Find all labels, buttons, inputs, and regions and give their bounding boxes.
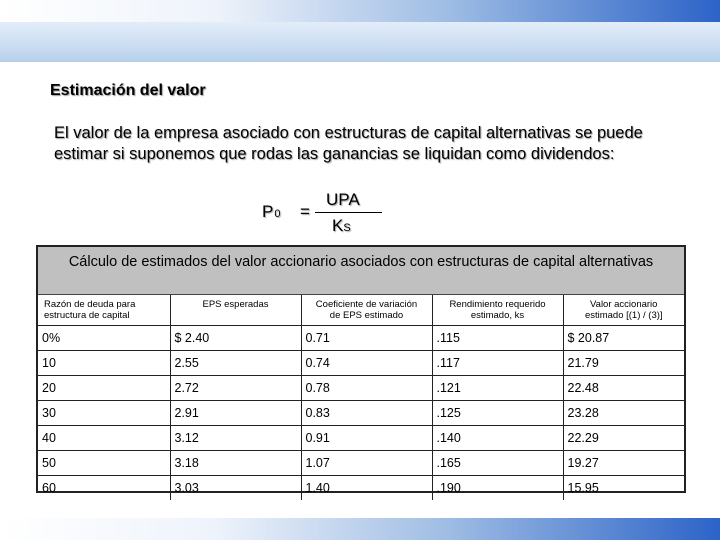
- header-expected-eps-line1: EPS esperadas: [202, 299, 269, 310]
- cell-required-return: .140: [432, 425, 563, 450]
- header-share-value-line1: Valor accionario: [590, 299, 658, 310]
- header-required-return-line2: estimado, ks: [470, 310, 525, 321]
- cell-debt-ratio: 30: [38, 400, 170, 425]
- formula-denominator-subscript: S: [343, 222, 351, 234]
- table-caption: Cálculo de estimados del valor accionario asociados con estructuras de capital alternativas: [38, 247, 684, 295]
- cell-required-return: .117: [432, 350, 563, 375]
- header-debt-ratio: [38, 295, 170, 325]
- cell-expected-eps: 3.12: [170, 425, 301, 450]
- header-share-value-line2: estimado [(1) / (3)]: [584, 310, 663, 321]
- header-debt-ratio-line2: estructura de capital: [44, 310, 130, 321]
- valuation-grid: [38, 295, 684, 500]
- cell-debt-ratio: 0%: [38, 325, 170, 350]
- table-header-row: [38, 295, 684, 325]
- formula-numerator: UPA: [326, 190, 360, 209]
- cell-debt-ratio: 50: [38, 450, 170, 475]
- cell-share-value: 19.27: [563, 450, 684, 475]
- cell-expected-eps: 2.72: [170, 375, 301, 400]
- cell-share-value: $ 20.87: [563, 325, 684, 350]
- cell-eps-cv: 1.07: [301, 450, 432, 475]
- cell-required-return: .121: [432, 375, 563, 400]
- footer-band: [0, 518, 720, 540]
- cell-expected-eps: 2.55: [170, 350, 301, 375]
- intro-paragraph: El valor de la empresa asociado con estructuras de capital alternativas se puede estimar si suponemos que rodas las ganancias se liquidan como dividendos:: [54, 124, 643, 163]
- header-expected-eps: [170, 295, 301, 325]
- cell-required-return: .125: [432, 400, 563, 425]
- table-row: [38, 450, 684, 475]
- header-eps-cv: [301, 295, 432, 325]
- table-row: [38, 325, 684, 350]
- header-share-value: [563, 295, 684, 325]
- table-row: [38, 425, 684, 450]
- value-formula: [262, 190, 402, 240]
- slide-title: Estimación del valor: [50, 82, 206, 99]
- cell-share-value: 22.29: [563, 425, 684, 450]
- cell-eps-cv: 0.83: [301, 400, 432, 425]
- table-row: [38, 400, 684, 425]
- cell-eps-cv: 0.74: [301, 350, 432, 375]
- table-row: [38, 475, 684, 500]
- cell-debt-ratio: 60: [38, 475, 170, 500]
- formula-fraction-bar: [315, 212, 382, 213]
- formula-lhs-symbol: P: [262, 202, 274, 221]
- cell-eps-cv: 0.91: [301, 425, 432, 450]
- header-debt-ratio-line1: Razón de deuda para: [44, 299, 136, 310]
- cell-debt-ratio: 10: [38, 350, 170, 375]
- table-row: [38, 375, 684, 400]
- header-required-return: [432, 295, 563, 325]
- cell-required-return: .115: [432, 325, 563, 350]
- header-eps-cv-line1: Coeficiente de variación: [315, 299, 418, 310]
- header-band: [0, 0, 720, 62]
- formula-denominator: [332, 216, 351, 236]
- header-required-return-line1: Rendimiento requerido: [449, 299, 546, 310]
- formula-equals: =: [300, 202, 310, 221]
- cell-expected-eps: 2.91: [170, 400, 301, 425]
- cell-share-value: 22.48: [563, 375, 684, 400]
- cell-expected-eps: 3.18: [170, 450, 301, 475]
- header-eps-cv-line2: de EPS estimado: [329, 310, 404, 321]
- header-strip: [0, 0, 720, 22]
- formula-lhs-subscript: 0: [274, 208, 281, 220]
- cell-eps-cv: 0.71: [301, 325, 432, 350]
- cell-expected-eps: 3.03: [170, 475, 301, 500]
- cell-share-value: 15.95: [567, 480, 599, 495]
- cell-debt-ratio: 20: [38, 375, 170, 400]
- cell-required-return: .190: [432, 475, 563, 500]
- table-row: [38, 350, 684, 375]
- valuation-table: [36, 245, 686, 493]
- cell-eps-cv: 0.78: [301, 375, 432, 400]
- formula-denominator-symbol: K: [332, 216, 344, 235]
- cell-share-value: 21.79: [563, 350, 684, 375]
- cell-share-value: 23.28: [563, 400, 684, 425]
- cell-debt-ratio: 40: [38, 425, 170, 450]
- cell-expected-eps: $ 2.40: [170, 325, 301, 350]
- cell-eps-cv: 1.40: [301, 475, 432, 500]
- cell-required-return: .165: [432, 450, 563, 475]
- formula-lhs: [262, 202, 280, 222]
